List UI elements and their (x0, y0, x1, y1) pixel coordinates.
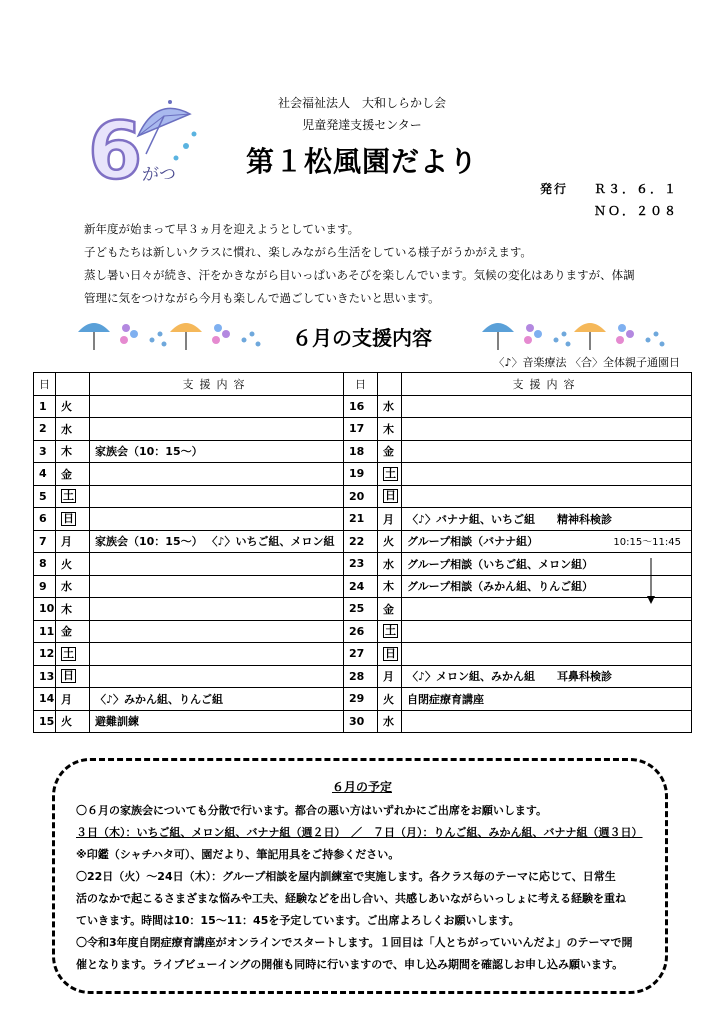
day-cell: 15 (34, 710, 56, 733)
day-cell: 17 (344, 418, 378, 441)
content-cell (402, 643, 692, 666)
weekday-cell (56, 665, 90, 688)
table-row (34, 710, 692, 733)
weekday-label: 日 (385, 489, 396, 503)
weekday-cell (378, 688, 402, 711)
umbrella-icon (574, 323, 606, 350)
issue-date-label: 発行 (540, 182, 569, 196)
weekday-cell (378, 598, 402, 621)
page-title: 第１松風園だより (245, 145, 478, 178)
day-cell: 8 (34, 553, 56, 576)
weekday-label: 木 (383, 580, 394, 594)
weekday-cell (56, 485, 90, 508)
weekday-label: 火 (61, 715, 72, 729)
content-cell (402, 530, 692, 553)
day-cell: 25 (344, 598, 378, 621)
table-row (34, 508, 692, 531)
weekday-cell (378, 710, 402, 733)
weekday-label: 木 (61, 602, 72, 616)
table-row (34, 395, 692, 418)
table-row (34, 463, 692, 486)
day-cell: 5 (34, 485, 56, 508)
weekday-cell (56, 508, 90, 531)
day-cell: 23 (344, 553, 378, 576)
weekday-cell (56, 643, 90, 666)
day-cell: 12 (34, 643, 56, 666)
content-cell (90, 620, 344, 643)
rain-decoration-right (478, 314, 678, 354)
day-cell: 28 (344, 665, 378, 688)
content-text: 家族会（10：15〜） 〈♪〉いちご組、メロン組 (95, 535, 335, 549)
day-cell: 3 (34, 440, 56, 463)
content-cell (402, 440, 692, 463)
memo-line: ※印鑑（シャチハタ可）、園だより、筆記用具をご持参ください。 (76, 848, 400, 861)
content-cell (90, 485, 344, 508)
content-text: 避難訓練 (95, 715, 139, 729)
day-cell: 7 (34, 530, 56, 553)
table-row (34, 485, 692, 508)
weekday-label: 水 (61, 580, 72, 594)
weekday-label: 土 (385, 466, 396, 480)
weekday-label: 月 (61, 535, 72, 549)
content-cell (90, 508, 344, 531)
content-cell (90, 553, 344, 576)
table-row (34, 530, 692, 553)
memo-body (76, 800, 646, 976)
weekday-label: 水 (383, 557, 394, 571)
content-cell (402, 688, 692, 711)
weekday-cell (56, 395, 90, 418)
memo-line: 催となります。ライブビューイングの開催も同時に行いますので、申し込み期間を確認しお申し込み願います。 (76, 958, 624, 971)
weekday-cell (378, 643, 402, 666)
weekday-label: 月 (383, 670, 394, 684)
weekday-label: 金 (61, 467, 72, 481)
day-cell: 18 (344, 440, 378, 463)
weekday-label: 木 (61, 445, 72, 459)
day-cell: 26 (344, 620, 378, 643)
day-cell: 24 (344, 575, 378, 598)
content-cell (90, 463, 344, 486)
section-title: ６月の支援内容 (292, 326, 432, 350)
weekday-label: 土 (63, 646, 74, 660)
content-cell (402, 485, 692, 508)
svg-text:6: 6 (88, 107, 143, 188)
content-text: 〈♪〉バナナ組、いちご組 精神科検診 (407, 512, 613, 526)
weekday-label: 火 (383, 692, 394, 706)
content-cell (402, 463, 692, 486)
org-name: 社会福祉法人 大和しらかし会 (277, 96, 446, 110)
weekday-cell (56, 688, 90, 711)
weekday-cell (378, 508, 402, 531)
content-text: 自閉症療育講座 (407, 692, 484, 706)
weekday-label: 火 (61, 557, 72, 571)
weekday-cell (378, 530, 402, 553)
org-center: 児童発達支援センター (302, 118, 422, 132)
table-row (34, 598, 692, 621)
content-cell (90, 530, 344, 553)
content-cell (402, 395, 692, 418)
day-cell: 19 (344, 463, 378, 486)
header-weekday (56, 373, 90, 396)
day-cell: 4 (34, 463, 56, 486)
day-cell: 1 (34, 395, 56, 418)
memo-line: ３日（木）：いちご組、メロン組、バナナ組（週２日） ／ ７日（月）：りんご組、みかん組、バナナ組（週３日） (76, 826, 643, 839)
umbrella-icon (482, 323, 514, 350)
weekday-cell (56, 710, 90, 733)
day-cell: 6 (34, 508, 56, 531)
content-cell (402, 508, 692, 531)
content-cell (90, 395, 344, 418)
memo-line: 〇令和3年度自閉症療育講座がオンラインでスタートします。１回目は「人とちがっていいんだよ」のテーマで開 (76, 936, 633, 949)
table-row (34, 620, 692, 643)
content-cell (90, 688, 344, 711)
content-text: 〈♪〉みかん組、りんご組 (95, 692, 224, 706)
weekday-cell (56, 418, 90, 441)
header-day: 日 (344, 373, 378, 396)
table-row (34, 688, 692, 711)
issue-number: ＮＯ．２０８ (594, 204, 679, 218)
day-cell: 16 (344, 395, 378, 418)
day-cell: 11 (34, 620, 56, 643)
raindrop-icon (646, 332, 665, 347)
memo-line: ていきます。時間は10：15〜11：45を予定しています。ご出席よろしくお願いします。 (76, 914, 520, 927)
content-cell (402, 710, 692, 733)
weekday-cell (56, 530, 90, 553)
weekday-cell (378, 395, 402, 418)
intro-line: 管理に気をつけながら今月も楽しんで過ごしていきたいと思います。 (84, 291, 440, 305)
weekday-label: 金 (61, 625, 72, 639)
memo-line: 〇６月の家族会についても分散で行います。都合の悪い方はいずれかにご出席をお願いします。 (76, 804, 548, 817)
hydrangea-icon (616, 324, 634, 344)
legend: 〈♪〉音楽療法 〈合〉全体親子通園日 (493, 356, 680, 369)
weekday-cell (378, 575, 402, 598)
header-day: 日 (34, 373, 56, 396)
weekday-cell (56, 598, 90, 621)
weekday-cell (56, 575, 90, 598)
day-cell: 9 (34, 575, 56, 598)
weekday-cell (56, 553, 90, 576)
day-cell: 14 (34, 688, 56, 711)
table-row (34, 418, 692, 441)
weekday-cell (378, 463, 402, 486)
day-cell: 20 (344, 485, 378, 508)
day-cell: 2 (34, 418, 56, 441)
arrow-down-icon (645, 558, 657, 606)
memo-line: 〇22日（火）〜24日（木）：グループ相談を屋内訓練室で実施します。各クラス毎のテーマに応じて、日常生 (76, 870, 616, 883)
logo-text: がつ (142, 165, 176, 185)
raindrop-icon (554, 332, 571, 347)
content-text: 家族会（10：15〜） (95, 445, 203, 459)
content-cell (402, 620, 692, 643)
table-row (34, 575, 692, 598)
content-cell (90, 440, 344, 463)
content-cell (90, 665, 344, 688)
intro-text (84, 218, 704, 310)
table-row (34, 665, 692, 688)
group-time: 10:15〜11:45 (613, 537, 681, 549)
weekday-label: 月 (383, 512, 394, 526)
table-row (34, 553, 692, 576)
day-cell: 21 (344, 508, 378, 531)
day-cell: 22 (344, 530, 378, 553)
weekday-cell (378, 440, 402, 463)
day-cell: 10 (34, 598, 56, 621)
issue-date: Ｒ３．６．１ (594, 182, 679, 196)
weekday-label: 火 (61, 400, 72, 414)
weekday-cell (56, 440, 90, 463)
header-content: 支援内容 (90, 373, 344, 396)
schedule-table (33, 372, 692, 733)
weekday-label: 水 (383, 715, 394, 729)
memo-title: ６月の予定 (331, 780, 392, 794)
weekday-label: 月 (61, 692, 72, 706)
weekday-cell (378, 620, 402, 643)
day-cell: 13 (34, 665, 56, 688)
weekday-label: 日 (63, 511, 74, 525)
weekday-label: 水 (61, 422, 72, 436)
day-cell: 27 (344, 643, 378, 666)
content-cell (90, 598, 344, 621)
weekday-cell (56, 463, 90, 486)
weekday-label: 水 (383, 400, 394, 414)
content-cell (402, 418, 692, 441)
weekday-label: 土 (385, 624, 396, 638)
content-cell (90, 575, 344, 598)
content-text: グループ相談（バナナ組） (407, 535, 539, 549)
weekday-cell (378, 485, 402, 508)
weekday-label: 火 (383, 535, 394, 549)
content-cell (402, 665, 692, 688)
weekday-label: 金 (383, 602, 394, 616)
content-cell (90, 418, 344, 441)
content-text: グループ相談（いちご組、メロン組） (407, 557, 594, 571)
weekday-label: 木 (383, 422, 394, 436)
weekday-label: 日 (385, 646, 396, 660)
table-row (34, 440, 692, 463)
table-row (34, 643, 692, 666)
content-text: グループ相談（みかん組、りんご組） (407, 580, 594, 594)
weekday-label: 土 (63, 489, 74, 503)
content-cell (90, 710, 344, 733)
header-weekday (378, 373, 402, 396)
weekday-cell (378, 553, 402, 576)
weekday-cell (56, 620, 90, 643)
day-cell: 29 (344, 688, 378, 711)
intro-line: 蒸し暑い日々が続き、汗をかきながら目いっぱいあそびを楽しんでいます。気候の変化はありますが、体調 (84, 268, 635, 282)
memo-line: 活のなかで起こるさまざまな悩みや工夫、経験などを出し合い、共感しあいながらいっしょに考える経験を重ね (76, 892, 626, 905)
content-cell (90, 643, 344, 666)
weekday-cell (378, 665, 402, 688)
header-content: 支援内容 (402, 373, 692, 396)
content-text: 〈♪〉メロン組、みかん組 耳鼻科検診 (407, 670, 613, 684)
intro-line: 子どもたちは新しいクラスに慣れ、楽しみながら生活をしている様子がうかがえます。 (84, 245, 532, 259)
weekday-cell (378, 418, 402, 441)
intro-line: 新年度が始まって早３ヵ月を迎えようとしています。 (84, 222, 360, 236)
weekday-label: 金 (383, 445, 394, 459)
day-cell: 30 (344, 710, 378, 733)
hydrangea-icon (524, 324, 542, 344)
weekday-label: 日 (63, 669, 74, 683)
